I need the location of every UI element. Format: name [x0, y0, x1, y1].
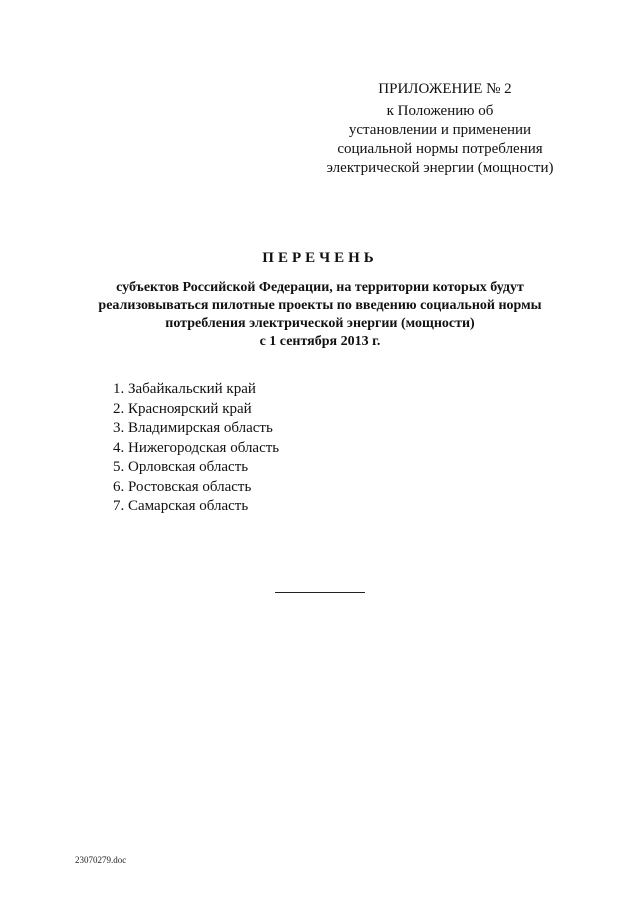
appendix-block	[300, 80, 580, 178]
heading-line: потребления электрической энергии (мощности)	[165, 316, 475, 331]
end-divider	[275, 592, 365, 593]
heading-line: с 1 сентября 2013 г.	[259, 334, 381, 349]
heading-line: субъектов Российской Федерации, на территории которых будут	[116, 280, 524, 295]
region-item: 7. Самарская область	[113, 498, 249, 514]
appendix-line: установлении и применении	[348, 122, 532, 138]
region-item: 4. Нижегородская область	[113, 439, 280, 456]
appendix-line: к Положению об	[386, 103, 494, 119]
appendix-line: социальной нормы потребления	[337, 141, 543, 157]
document-heading	[60, 250, 580, 351]
appendix-title: ПРИЛОЖЕНИЕ № 2	[378, 81, 512, 97]
region-item: 2. Красноярский край	[113, 400, 252, 417]
heading-title: ПЕРЕЧЕНЬ	[262, 250, 378, 266]
appendix-line: электрической энергии (мощности)	[326, 160, 554, 176]
region-item: 3. Владимирская область	[113, 420, 273, 436]
region-item: 5. Орловская область	[113, 459, 249, 475]
document-code: 23070279.doc	[75, 855, 127, 865]
region-item: 1. Забайкальский край	[113, 381, 256, 397]
region-item: 6. Ростовская область	[113, 478, 252, 495]
regions-list	[113, 380, 413, 517]
heading-line: реализовываться пилотные проекты по введению социальной нормы	[98, 298, 542, 313]
